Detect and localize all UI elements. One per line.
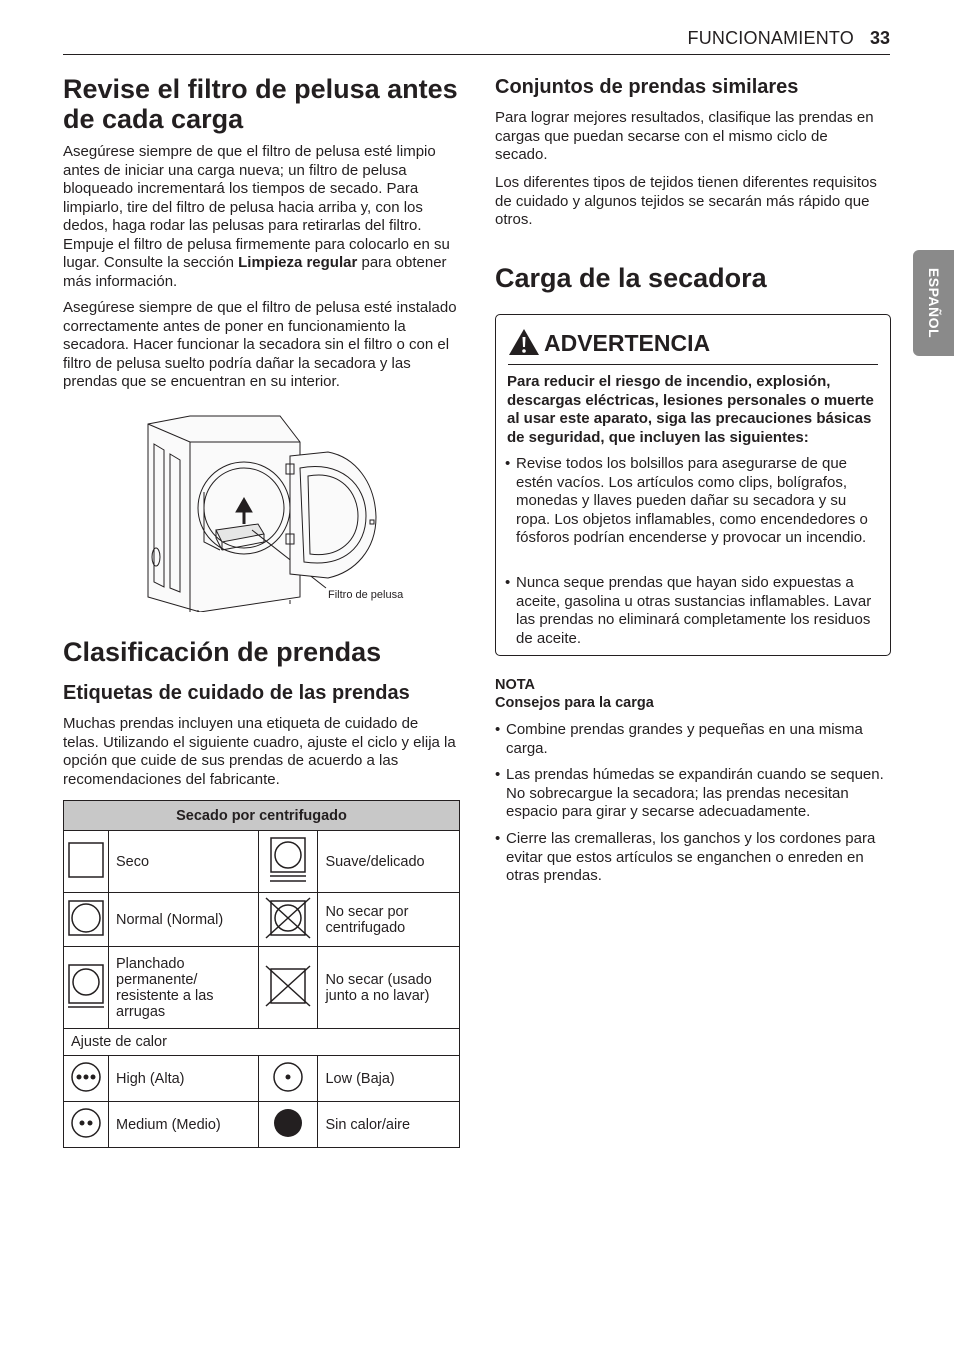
do-not-dry-label: No secar (usado junto a no lavar) — [318, 947, 460, 1029]
square-icon — [64, 831, 109, 893]
lint-filter-label: Filtro de pelusa — [328, 589, 404, 601]
warning-triangle-icon — [508, 328, 540, 356]
warning-box — [495, 314, 891, 656]
medium-heat-label: Medium (Medio) — [109, 1102, 259, 1148]
note-label: NOTA — [495, 677, 536, 693]
delicate-label: Suave/delicado — [318, 831, 460, 893]
warning-intro: Para reducir el riesgo de incendio, explosión, descargas eléctricas, lesiones personales o muerte al usar este aparato, siga las precauciones básicas de seguridad, que incluyen las siguientes: — [507, 373, 874, 446]
lint-paragraph-1: Asegúrese siempre de que el filtro de pelusa esté limpio antes de iniciar una carga nueva; un filtro de pelusa bloqueado incrementará los tiempos de secado. Para limpiarlo, tire del filtro de pelusa hacia arriba y, con los dedos, haga rodar las pelusas para retirarlas del filtro. Empuje el filtro de pelusa firmemente para colocarlo en su lugar. Consulte la sección Limpieza regular para obtener más información. — [63, 143, 450, 290]
filled-circle-icon — [259, 1102, 318, 1148]
normal-tumble-icon — [64, 893, 109, 947]
table-row — [64, 831, 460, 893]
one-dot-icon — [259, 1056, 318, 1102]
table-header: Secado por centrifugado — [64, 801, 460, 831]
sorting-title: Clasificación de prendas — [63, 637, 382, 667]
note-subtitle: Consejos para la carga — [495, 695, 654, 711]
permanent-press-label: Planchado permanente/ resistente a las arrugas — [109, 947, 259, 1029]
page-header — [63, 26, 890, 55]
care-labels-paragraph: Muchas prendas incluyen una etiqueta de cuidado de telas. Utilizando el siguiente cuadro, ajuste el ciclo y elija la opción que cuide de sus prendas de acuerdo a las recomendaciones del fabricante. — [63, 715, 456, 788]
note-bullet: • Combine prendas grandes y pequeñas en una misma carga. — [495, 721, 863, 757]
no-tumble-label: No secar por centrifugado — [318, 893, 460, 947]
table-row — [64, 1102, 460, 1148]
warning-header — [508, 328, 878, 365]
normal-label: Normal (Normal) — [109, 893, 259, 947]
loading-title: Carga de la secadora — [495, 263, 767, 293]
table-row — [64, 893, 460, 947]
language-tab — [913, 250, 954, 356]
warning-bullet: • Nunca seque prendas que hayan sido expuestas a aceite, gasolina u otras sustancias inflamables. Lavar las prendas no eliminará completamente los residuos de aceite. — [505, 574, 872, 647]
dry-label: Seco — [109, 831, 259, 893]
delicate-tumble-icon — [259, 831, 318, 893]
table-row — [64, 947, 460, 1029]
section-title: FUNCIONAMIENTO — [687, 28, 854, 48]
similar-title: Conjuntos de prendas similares — [495, 76, 799, 98]
care-symbols-table — [63, 800, 460, 1148]
heat-setting-label: Ajuste de calor — [64, 1029, 460, 1056]
table-row — [64, 1056, 460, 1102]
three-dots-icon — [64, 1056, 109, 1102]
dryer-illustration — [140, 412, 440, 612]
care-labels-subtitle: Etiquetas de cuidado de las prendas — [63, 682, 410, 704]
page-number: 33 — [869, 28, 890, 48]
similar-paragraph-1: Para lograr mejores resultados, clasifique las prendas en cargas que puedan secarse con el mismo ciclo de secado. — [495, 109, 874, 163]
no-heat-label: Sin calor/aire — [318, 1102, 460, 1148]
two-dots-icon — [64, 1102, 109, 1148]
no-tumble-dry-icon — [259, 893, 318, 947]
do-not-dry-icon — [259, 947, 318, 1029]
note-bullet: • Cierre las cremalleras, los ganchos y los cordones para evitar que estos artículos se enganchen o enreden en otras prendas. — [495, 830, 876, 884]
lint-paragraph-2: Asegúrese siempre de que el filtro de pelusa esté instalado correctamente antes de poner en funcionamiento la secadora. Hacer funcionar la secadora sin el filtro o con el filtro de pelusa suelto podría dañar la secadora y las prendas que se encuentran en su interior. — [63, 299, 457, 390]
language-tab-label: ESPAÑOL — [925, 267, 942, 339]
warning-title: ADVERTENCIA — [544, 330, 711, 356]
low-heat-label: Low (Baja) — [318, 1056, 460, 1102]
lint-title: Revise el filtro de pelusa antes de cada carga — [63, 74, 458, 134]
high-heat-label: High (Alta) — [109, 1056, 259, 1102]
permanent-press-icon — [64, 947, 109, 1029]
warning-bullet: • Revise todos los bolsillos para asegurarse de que estén vacíos. Los artículos como clips, bolígrafos, monedas y llaves pueden dañar su secadora y su ropa. Los objetos inflamables, como encendedores o fósforos podrían encenderse y provocar un incendio. — [505, 455, 868, 546]
table-row — [64, 1029, 460, 1056]
similar-paragraph-2: Los diferentes tipos de tejidos tienen diferentes requisitos de cuidado y algunos tejidos se secarán más rápido que otros. — [495, 174, 877, 228]
note-bullet: • Las prendas húmedas se expandirán cuando se sequen. No sobrecargue la secadora; las prendas necesitan espacio para girar y secarse adecuadamente. — [495, 766, 884, 820]
